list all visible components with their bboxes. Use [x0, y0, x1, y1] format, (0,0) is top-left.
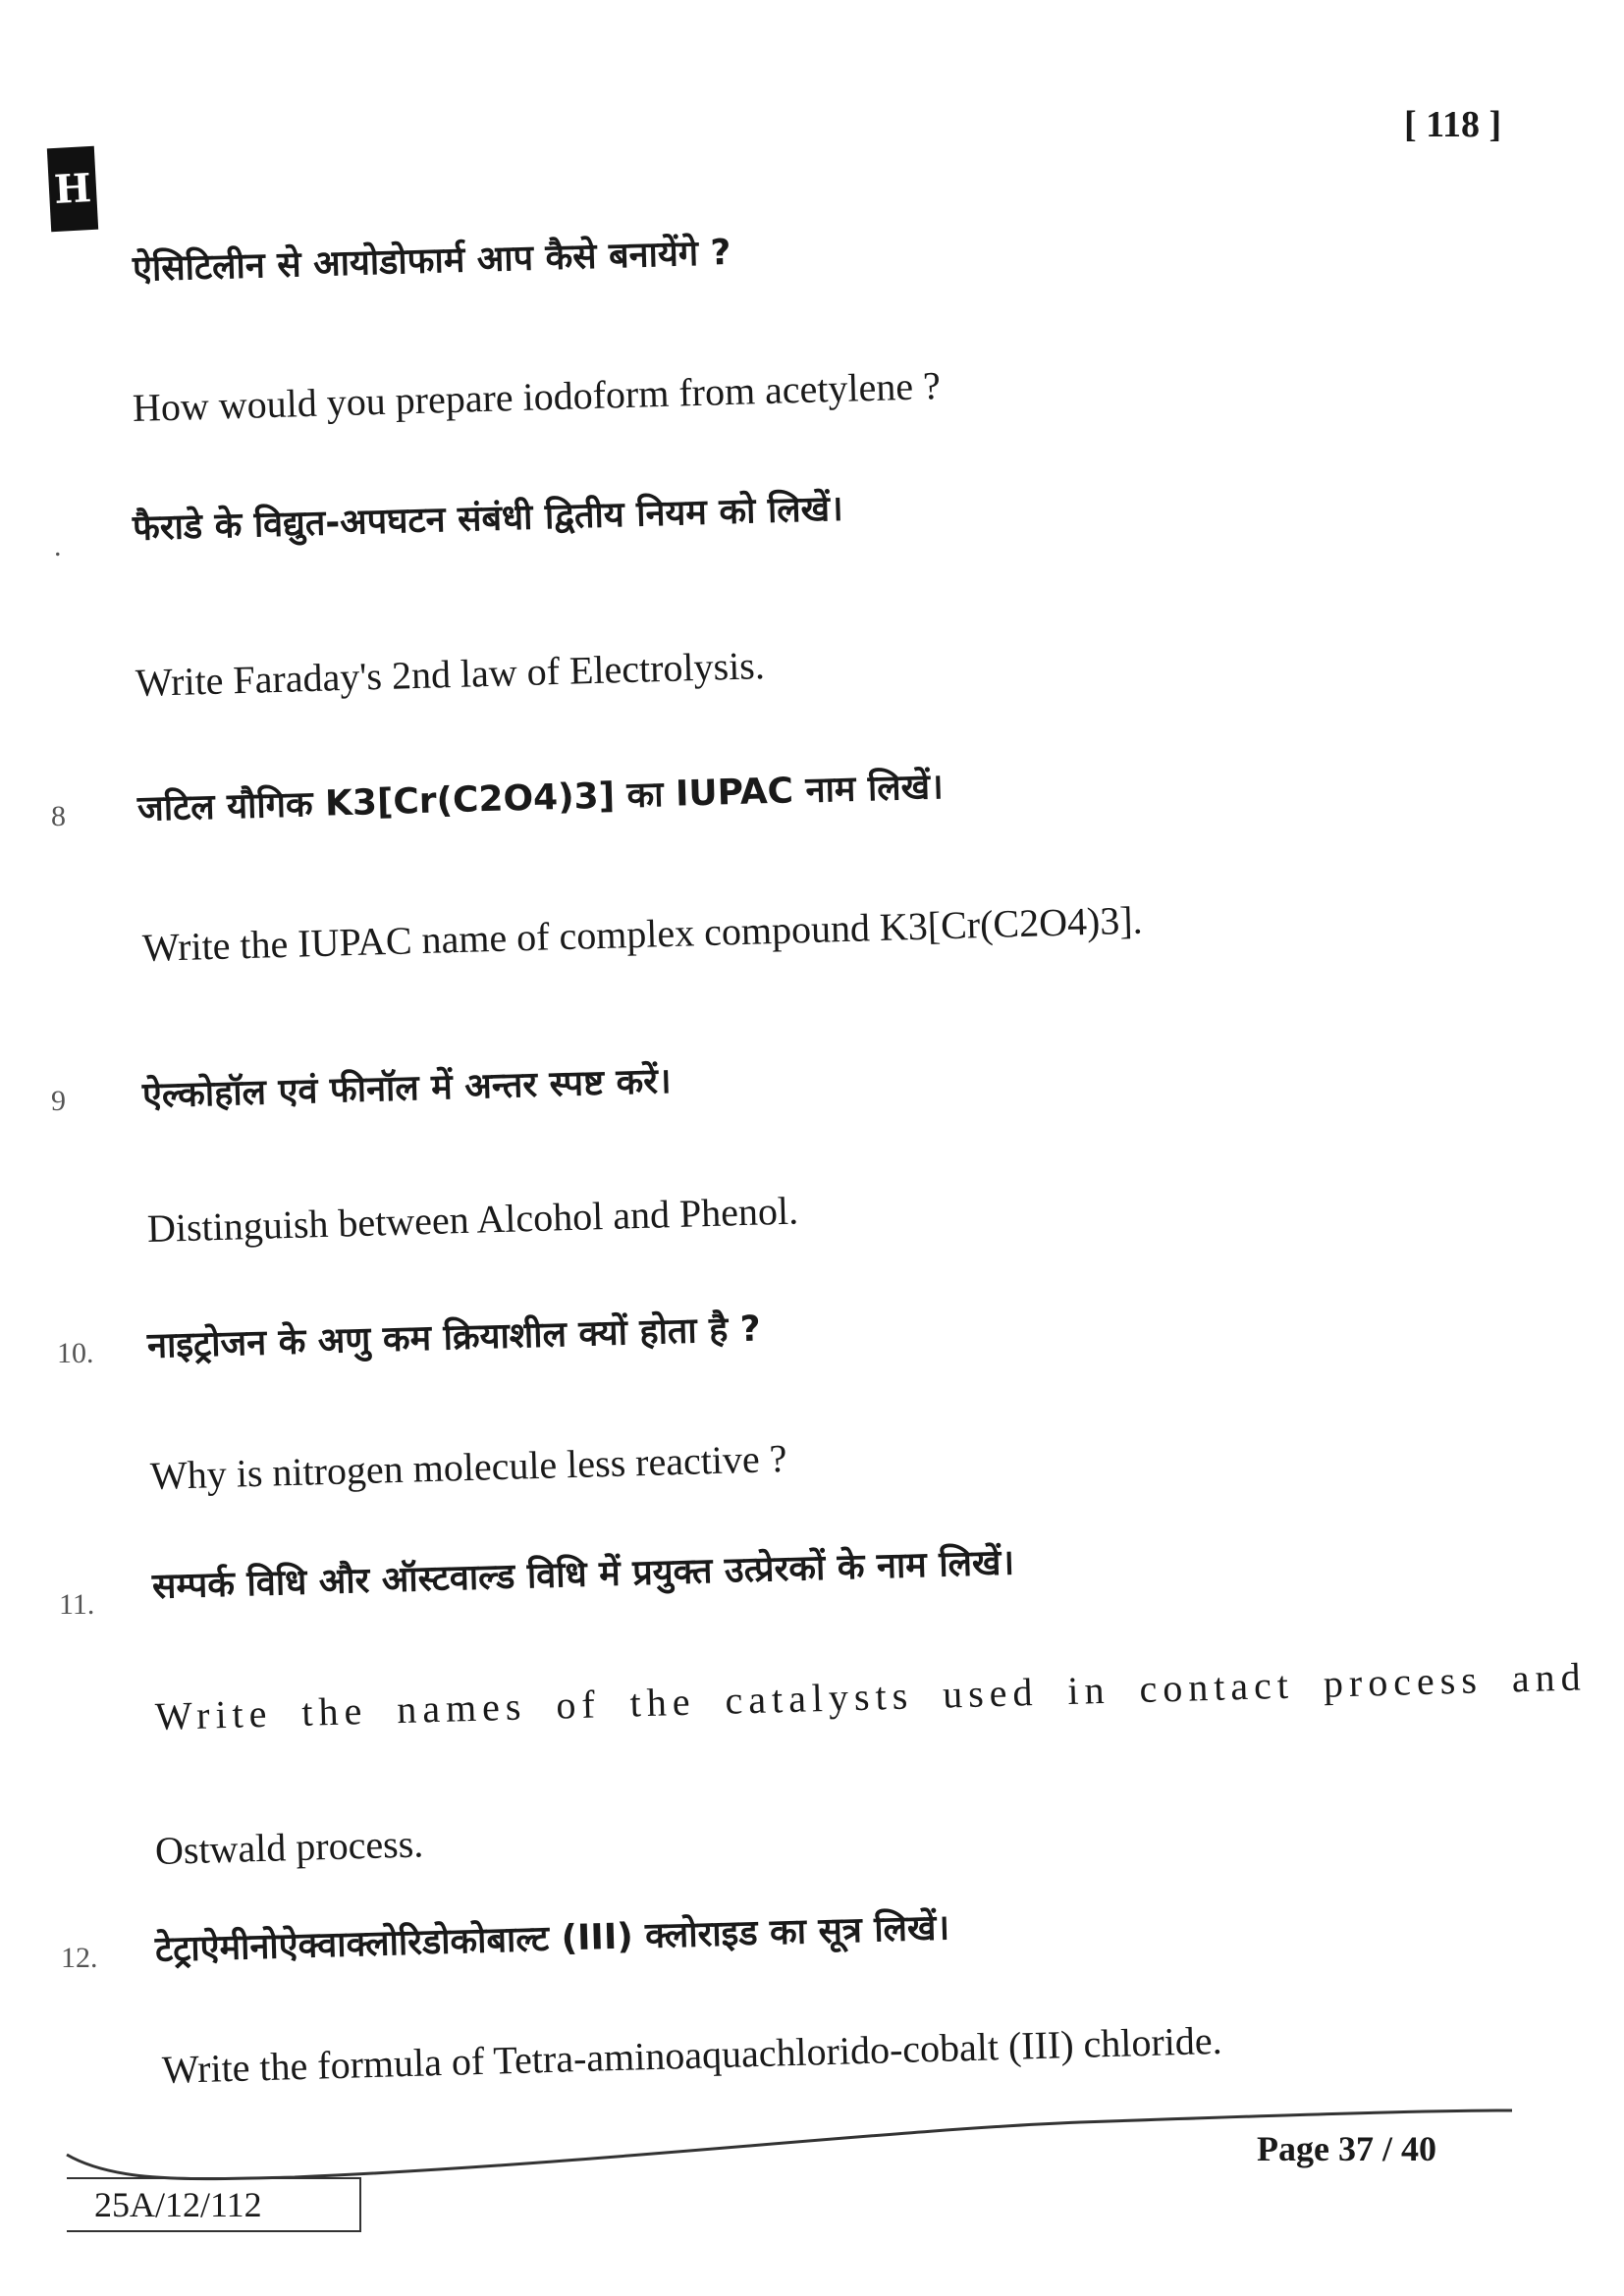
page-indicator: Page 37 / 40	[1257, 2129, 1436, 2168]
question-number: 12.	[61, 1942, 98, 1974]
section-mark: H	[47, 146, 98, 232]
question-hindi: फैराडे के विद्युत-अपघटन संबंधी द्वितीय नियम को लिखें।	[132, 488, 844, 549]
question-english: How would you prepare iodoform from acetylene ?	[132, 363, 942, 430]
question-english: Write the IUPAC name of complex compound K3[Cr(C2O4)3].	[141, 897, 1144, 970]
question-hindi: टेट्राऐमीनोऐक्वाक्लोरिडोकोबाल्ट (III) क्लोराइड का सूत्र लिखें।	[154, 1907, 950, 1970]
question-number: .	[54, 530, 62, 562]
question-hindi: ऐल्कोहॉल एवं फीनॉल में अन्तर स्पष्ट करें।	[141, 1060, 673, 1116]
question-english: Write the formula of Tetra-aminoaquachlorido-cobalt (III) chloride.	[161, 2017, 1223, 2092]
question-english: Write the names of the catalysts used in contact process and	[154, 1654, 1588, 1738]
question-hindi: जटिल यौगिक K3[Cr(C2O4)3] का IUPAC नाम लिखें।	[136, 767, 945, 829]
question-number: 9	[51, 1085, 66, 1117]
question-hindi: सम्पर्क विधि और ऑस्टवाल्ड विधि में प्रयुक्त उत्प्रेरकों के नाम लिखें।	[151, 1542, 1015, 1607]
question-number: 8	[51, 800, 66, 832]
question-number: 11.	[59, 1588, 95, 1621]
paper-code: 25A/12/112	[67, 2177, 361, 2232]
question-hindi: नाइट्रोजन के अणु कम क्रियाशील क्यों होता है ?	[146, 1308, 762, 1366]
question-english: Ostwald process.	[154, 1821, 424, 1873]
question-number: 10.	[57, 1337, 94, 1369]
page-code: [ 118 ]	[1404, 104, 1502, 145]
question-hindi: ऐसिटिलीन से आयोडोफार्म आप कैसे बनायेंगे ?	[132, 232, 731, 290]
question-english: Why is nitrogen molecule less reactive ?	[149, 1435, 788, 1498]
question-english: Write Faraday's 2nd law of Electrolysis.	[135, 643, 766, 705]
question-english: Distinguish between Alcohol and Phenol.	[146, 1188, 799, 1251]
